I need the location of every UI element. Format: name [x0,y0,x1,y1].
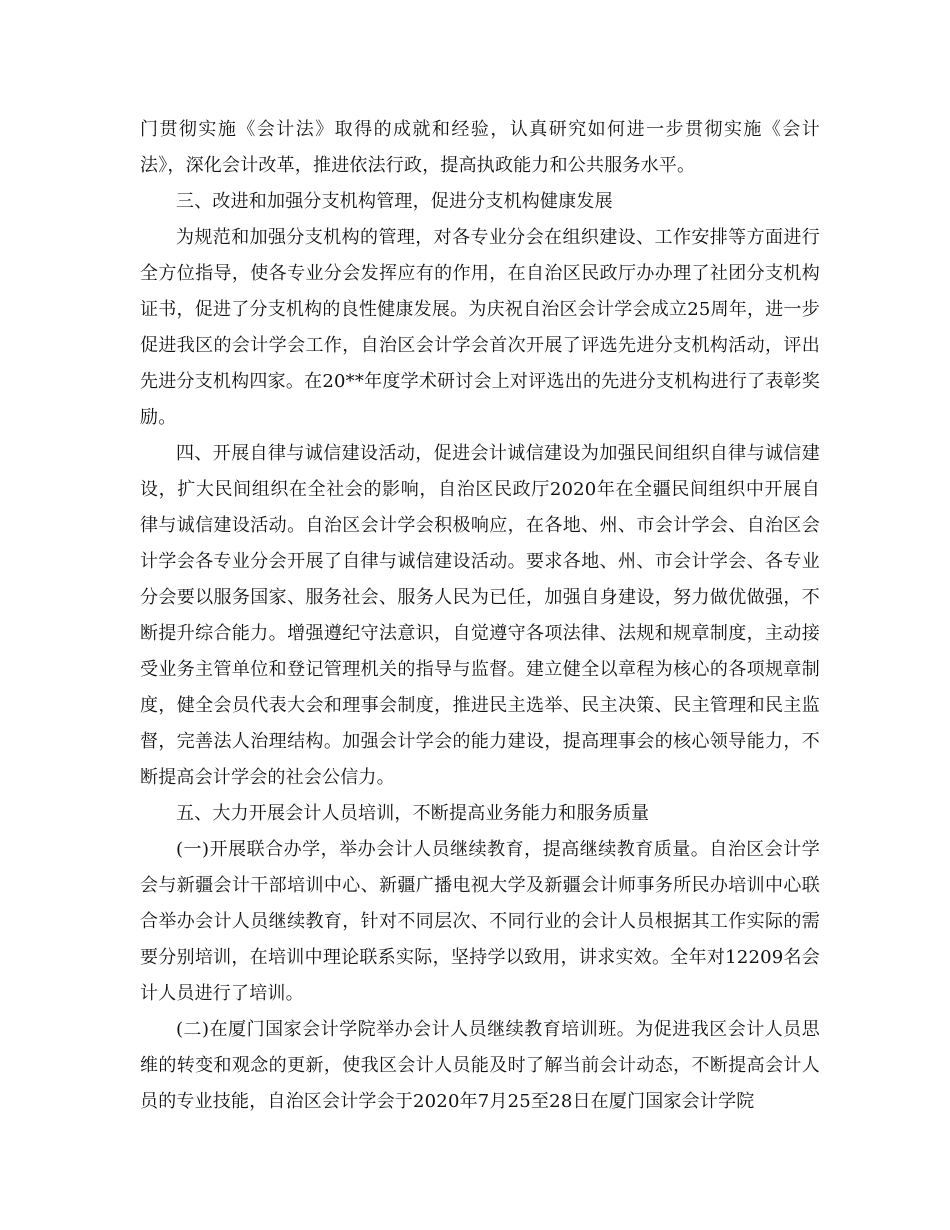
section-heading-five: 五、大力开展会计人员培训，不断提高业务能力和服务质量 [176,803,650,824]
paragraph-self-discipline-integrity: 四、开展自律与诚信建设活动，促进会计诚信建设为加强民间组织自律与诚信建设，扩大民间组织在全社会的影响，自治区民政厅2020年在全疆民间组织中开展自律与诚信建设活动。自治区会计学会积极响应，在各地、州、市会计学会、自治区会计学会各专业分会开展了自律与诚信建设活动。要求各地、州、市会计学会、各专业分会要以服务国家、服务社会、服务人民为已任，加强自身建设，努力做优做强，不断提升综合能力。增强遵纪守法意识，自觉遵守各项法律、法规和规章制度，主动接受业务主管单位和登记管理机关的指导与监督。建立健全以章程为核心的各项规章制度，健全会员代表大会和理事会制度，推进民主选举、民主决策、民主管理和民主监督，完善法人治理结构。加强会计学会的能力建设，提高理事会的核心领导能力，不断提高会计学会的社会公信力。 [140,443,820,788]
paragraph-continuation: 门贯彻实施《会计法》取得的成就和经验，认真研究如何进一步贯彻实施《会计法》，深化会计改革，推进依法行政，提高执政能力和公共服务水平。 [140,119,820,176]
section-heading-three: 三、改进和加强分支机构管理，促进分支机构健康发展 [176,191,613,212]
paragraph-joint-education: (一)开展联合办学，举办会计人员继续教育，提高继续教育质量。自治区会计学会与新疆会计干部培训中心、新疆广播电视大学及新疆会计师事务所民办培训中心联合举办会计人员继续教育，针对不同层次、不同行业的会计人员根据其工作实际的需要分别培训，在培训中理论联系实际，坚持学以致用，讲求实效。全年对12209名会计人员进行了培训。 [140,839,820,1004]
document-body [140,112,820,1120]
paragraph-branch-management: 为规范和加强分支机构的管理，对各专业分会在组织建设、工作安排等方面进行全方位指导，使各专业分会发挥应有的作用，在自治区民政厅办办理了社团分支机构证书，促进了分支机构的良性健康发展。为庆祝自治区会计学会成立25周年，进一步促进我区的会计学会工作，自治区会计学会首次开展了评选先进分支机构活动，评出先进分支机构四家。在20**年度学术研讨会上对评选出的先进分支机构进行了表彰奖励。 [140,227,820,428]
paragraph-xiamen-training: (二)在厦门国家会计学院举办会计人员继续教育培训班。为促进我区会计人员思维的转变和观念的更新，使我区会计人员能及时了解当前会计动态，不断提高会计人员的专业技能，自治区会计学会于2020年7月25至28日在厦门国家会计学院 [140,1019,820,1112]
